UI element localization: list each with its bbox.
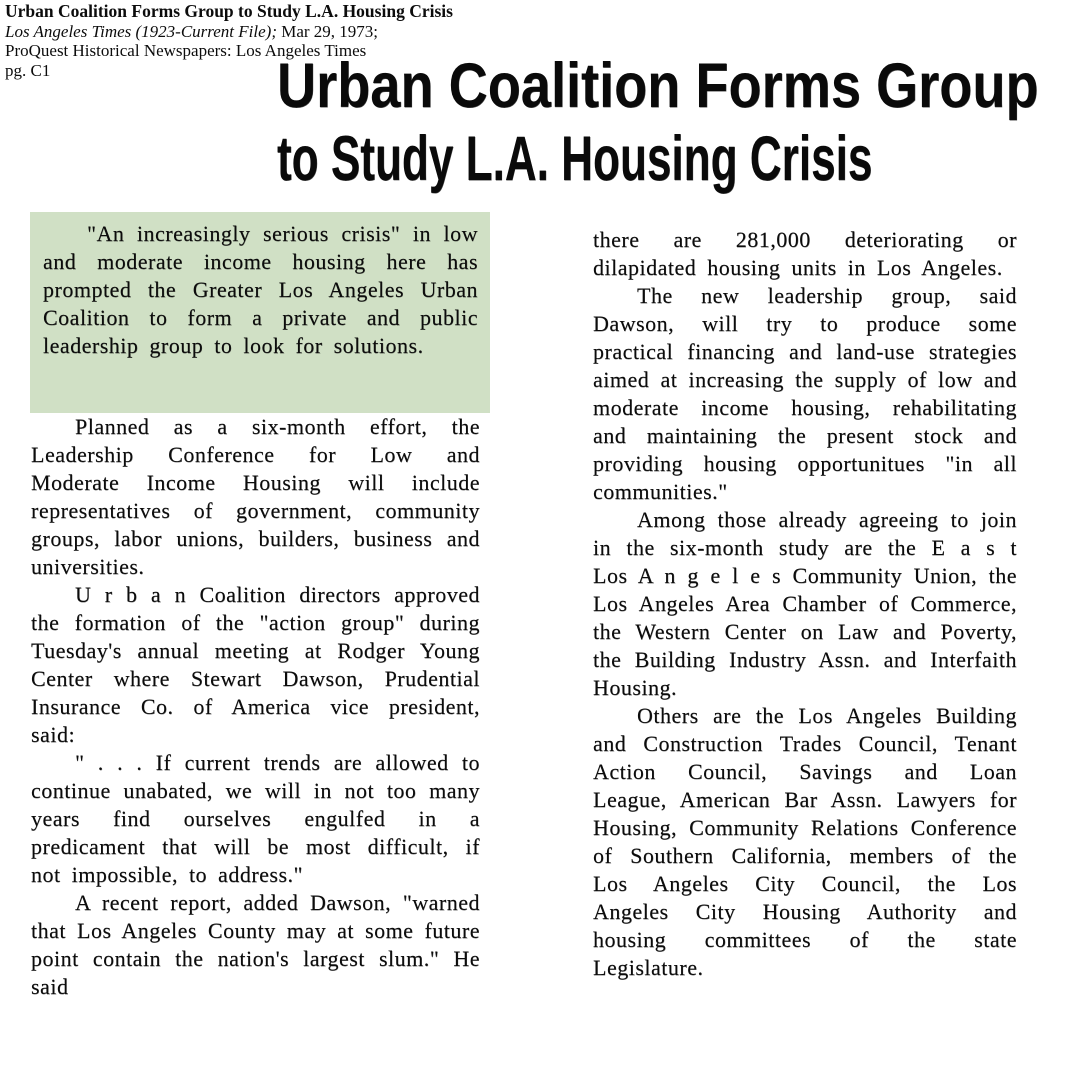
article-paragraph: The new leadership group, said Dawson, will try to produce some practical financing and land-use strategies aimed at increasing the supply of low and moderate income housing, rehabilitating and maintaining the present stock and providing housing opportunitues "in all communities." [593,283,1017,504]
article-right-column [593,226,1017,982]
citation-source-line [5,22,453,42]
article-paragraph: Others are the Los Angeles Building and Construction Trades Council, Tenant Action Council, Savings and Loan League, American Bar Assn. Lawyers for Housing, Community Relations Conference of Southern California, members of the Los Angeles City Council, the Los Angeles City Housing Authority and housing committees of the state Legislature. [593,703,1017,980]
article-paragraph: " . . . If current trends are allowed to continue unabated, we will in not too many years find ourselves engulfed in a predicament that will be most difficult, if not impossible, to address." [31,750,480,887]
citation-page-number: pg. C1 [5,60,51,80]
citation-source-name: Los Angeles Times (1923-Current File); [5,21,277,41]
article-left-column [30,212,490,1001]
article-paragraph-continuation: there are 281,000 deteriorating or dilapidated housing units in Los Angeles. [593,227,1017,280]
headline-line-1: Urban Coalition Forms Group [277,51,1039,121]
citation-date: Mar 29, 1973; [276,21,379,41]
citation-database: ProQuest Historical Newspapers: Los Angeles Times [5,41,367,60]
article-paragraph: A recent report, added Dawson, "warned that Los Angeles County may at some future point contain the nation's largest slum." He said [31,890,480,999]
article-paragraph: Among those already agreeing to join in the six-month study are the E a s t Los A n g e l e s Community Union, the Los Angeles Area Chamber of Commerce, the Western Center on Law and Poverty, the Building Industry Assn. and Interfaith Housing. [593,507,1017,700]
headline-line-2: to Study L.A. Housing Crisis [277,124,873,194]
lead-paragraph-highlighted: "An increasingly serious crisis" in low and moderate income housing here has prompted the Greater Los Angeles Urban Coalition to form a private and public leadership group to look for solutions. [30,212,490,413]
article-paragraph: U r b a n Coalition directors approved the formation of the "action group" during Tuesday's annual meeting at Rodger Young Center where Stewart Dawson, Prudential Insurance Co. of America vice president, said: [31,582,480,747]
citation-article-title: Urban Coalition Forms Group to Study L.A. Housing Crisis [5,1,453,21]
article-headline [277,50,1069,196]
article-paragraph: Planned as a six-month effort, the Leadership Conference for Low and Moderate Income Housing will include representatives of government, community groups, labor unions, builders, business and universities. [31,414,480,579]
